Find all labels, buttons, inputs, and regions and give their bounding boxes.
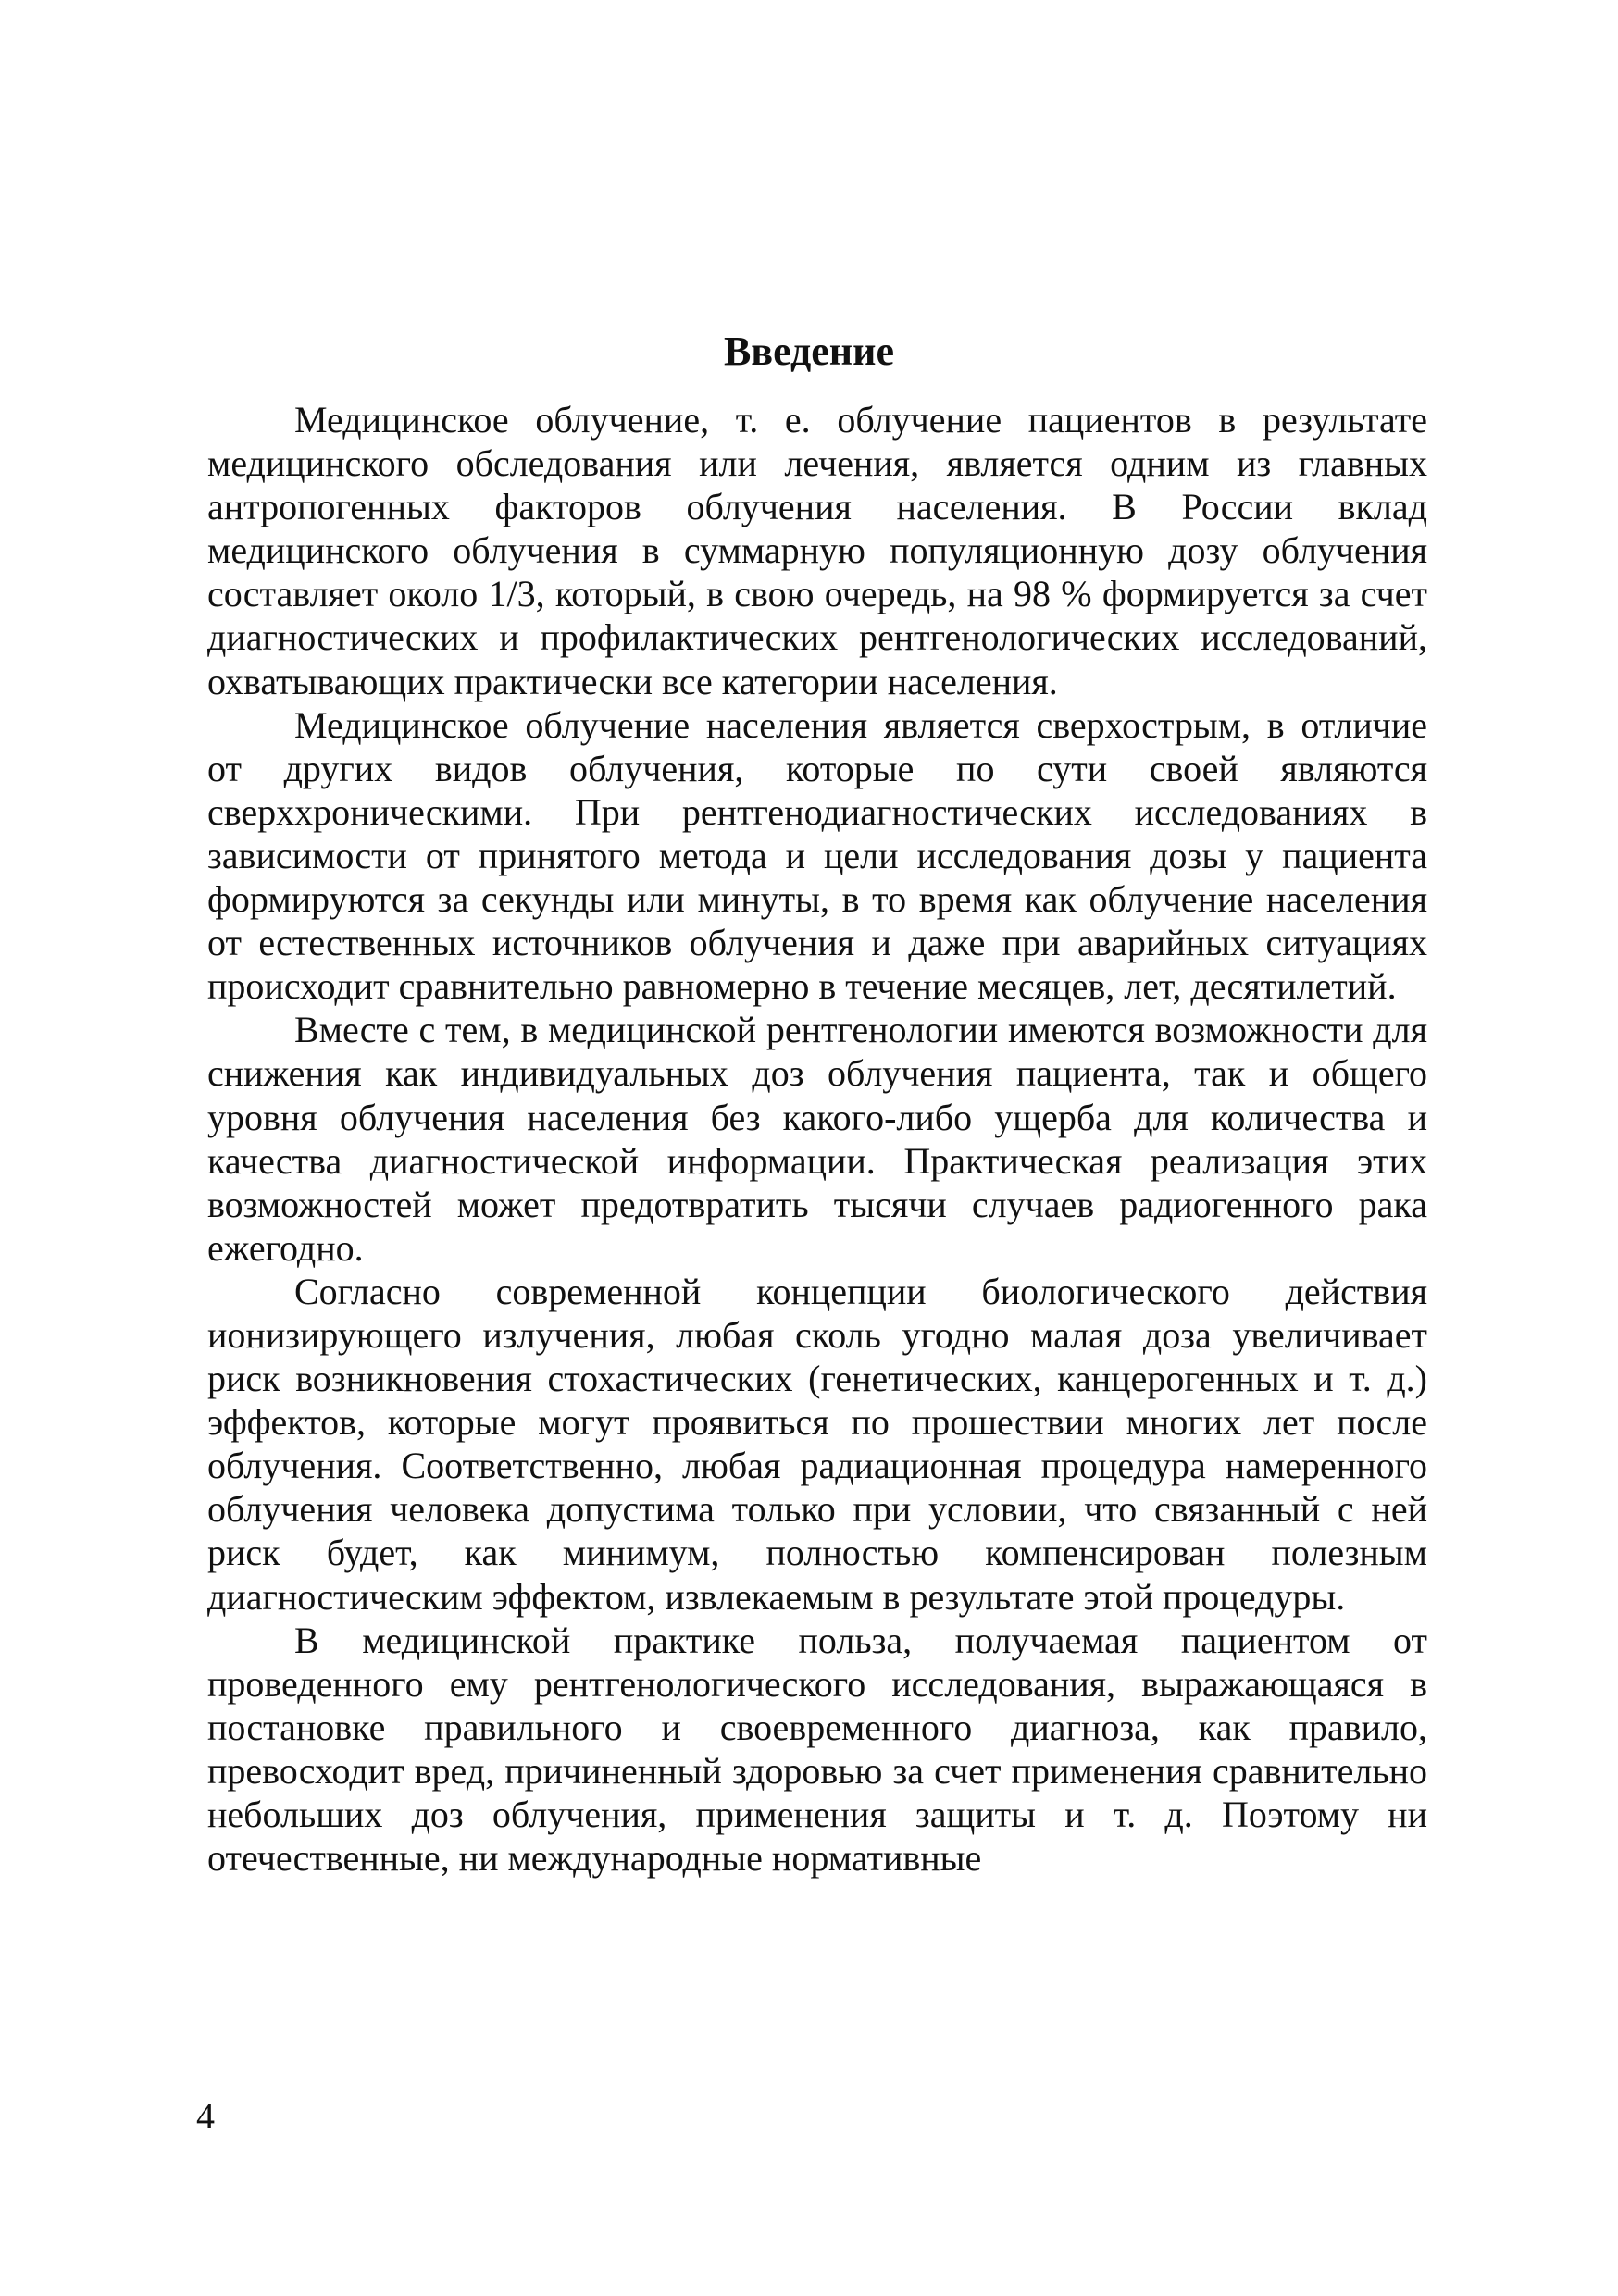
page-title: Введение xyxy=(723,329,895,374)
paragraph-2: Медицинское облучение населения является сверхострым, в отличие от других видов облучения, которые по сути своей являются сверххроническими. При рентгенодиагностических исследованиях в зависимости от принятого метода и цели исследования дозы у пациента формируются за секунды или минуты, в то время как облучение населения от естественных источников облучения и даже при аварийных ситуациях происходит сравнительно равномерно в течение месяцев, лет, десятилетий. xyxy=(207,703,1427,1008)
page-number: 4 xyxy=(196,2095,215,2137)
paragraph-4: Согласно современной концепции биологического действия ионизирующего излучения, любая сколь угодно малая доза увеличивает риск возникновения стохастических (генетических, канцерогенных и т. д.) эффектов, которые могут проявиться по прошествии многих лет после облучения. Соответственно, любая радиационная процедура намеренного облучения человека допустима только при условии, что связанный с ней риск будет, как минимум, полностью компенсирован полезным диагностическим эффектом, извлекаемым в результате этой процедуры. xyxy=(207,1270,1427,1618)
body-text xyxy=(207,398,1427,1880)
paragraph-5: В медицинской практике польза, получаемая пациентом от проведенного ему рентгенологического исследования, выражающаяся в постановке правильного и своевременного диагноза, как правило, превосходит вред, причиненный здоровью за счет применения сравнительно небольших доз облучения, применения защиты и т. д. Поэтому ни отечественные, ни международные нормативные xyxy=(207,1619,1427,1880)
paragraph-1: Медицинское облучение, т. е. облучение пациентов в результате медицинского обследования или лечения, является одним из главных антропогенных факторов облучения населения. В России вклад медицинского облучения в суммарную популяционную дозу облучения составляет около 1/3, который, в свою очередь, на 98 % формируется за счет диагностических и профилактических рентгенологических исследований, охватывающих практически все категории населения. xyxy=(207,399,1427,702)
paragraph-3: Вместе с тем, в медицинской рентгенологии имеются возможности для снижения как индивидуальных доз облучения пациента, так и общего уровня облучения населения без какого-либо ущерба для количества и качества диагностической информации. Практическая реализация этих возможностей может предотвратить тысячи случаев радиогенного рака ежегодно. xyxy=(207,1009,1427,1269)
